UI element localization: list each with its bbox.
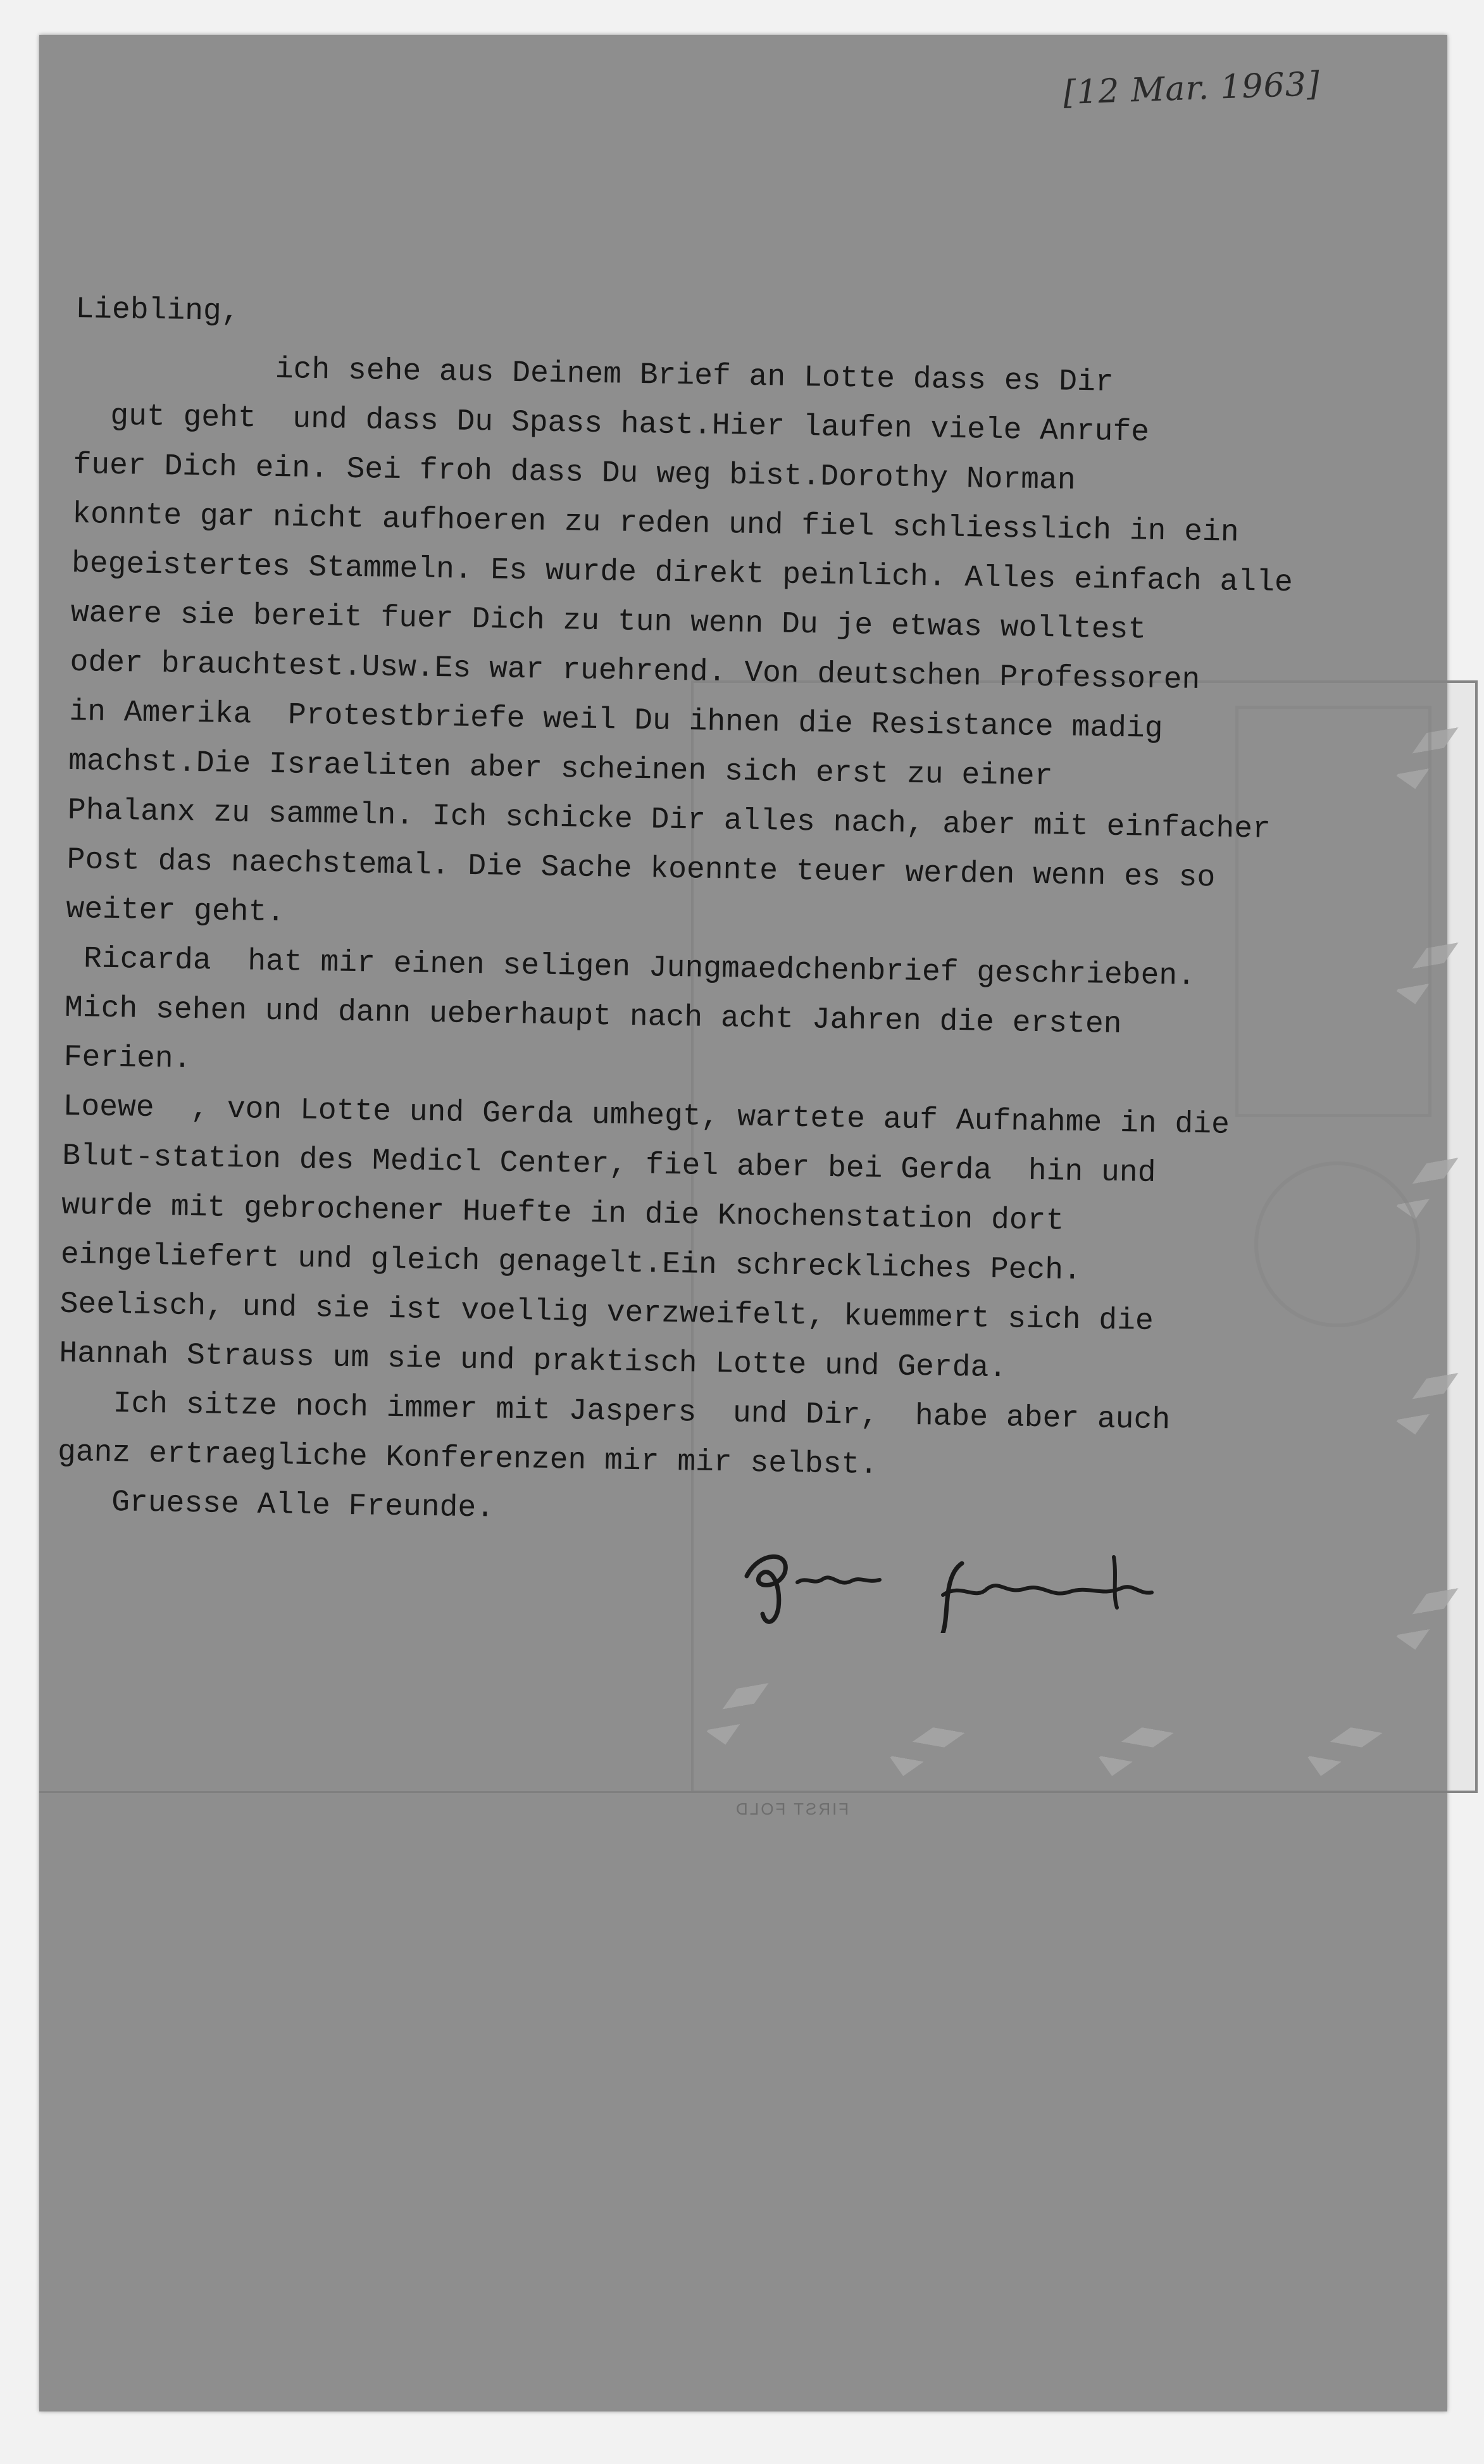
text-line: wurde mit gebrochener Huefte in die Knochenstation dort — [61, 1188, 1064, 1239]
text-line: konnte gar nicht aufhoeren zu reden und fiel schliesslich in ein — [72, 497, 1239, 550]
text-line: waere sie bereit fuer Dich zu tun wenn Du je etwas wolltest — [70, 596, 1147, 647]
text-line: ich sehe aus Deinem Brief an Lotte dass es Dir — [74, 349, 1114, 400]
text-line: Post das naechstemal. Die Sache koennte teuer werden wenn es so — [66, 842, 1216, 896]
text-line: fuer Dich ein. Sei froh dass Du weg bist.Dorothy Norman — [73, 447, 1076, 498]
text-line: Hannah Strauss um sie und praktisch Lotte und Gerda. — [59, 1336, 1007, 1386]
text-line: Ich sitze noch immer mit Jaspers und Dir, habe aber auch — [58, 1385, 1171, 1438]
airmail-stripe — [1397, 1575, 1459, 1650]
text-line: machst.Die Israeliten aber scheinen sich erst zu einer — [68, 744, 1053, 794]
airmail-stripe — [707, 1670, 769, 1745]
airmail-stripe — [1099, 1714, 1175, 1776]
text-line: oder brauchtest.Usw.Es war ruehrend. Von deutschen Professoren — [70, 645, 1200, 697]
envelope-print-text: FIRST FOLD — [734, 1799, 849, 1818]
text-line: Seelisch, und sie ist voellig verzweifelt, kuemmert sich die — [59, 1287, 1154, 1339]
airmail-stripe — [890, 1714, 966, 1776]
text-line: Ferien. — [63, 1040, 192, 1077]
text-line: Mich sehen und dann ueberhaupt nach acht Jahren die ersten — [64, 991, 1122, 1042]
airmail-stripe — [1308, 1714, 1383, 1776]
text-line: ganz ertraegliche Konferenzen mir mir selbst. — [57, 1435, 878, 1483]
text-line: eingeliefert und gleich genagelt.Ein schreckliches Pech. — [60, 1237, 1082, 1289]
letter-body — [56, 285, 1437, 1548]
fold-line — [39, 1791, 1447, 1793]
text-line: Loewe , von Lotte und Gerda umhegt, wartete auf Aufnahme in die — [63, 1089, 1230, 1142]
text-line: weiter geht. — [66, 892, 285, 930]
text-line: gut geht und dass Du Spass hast.Hier laufen viele Anrufe — [73, 398, 1150, 450]
text-line: begeistertes Stammeln. Es wurde direkt peinlich. Alles einfach alle — [71, 546, 1294, 601]
text-line: Phalanx zu sammeln. Ich schicke Dir alles nach, aber mit einfacher — [67, 793, 1271, 847]
date-annotation: [12 Mar. 1963] — [1063, 65, 1321, 113]
salutation: Liebling, — [75, 292, 240, 330]
handwritten-signature — [734, 1538, 1202, 1633]
text-line: in Amerika Protestbriefe weil Du ihnen die Resistance madig — [68, 694, 1163, 747]
text-line: Ricarda hat mir einen seligen Jungmaedchenbrief geschrieben. — [65, 941, 1196, 994]
text-line: Blut-station des Medicl Center, fiel aber bei Gerda hin und — [61, 1139, 1156, 1191]
text-line: Gruesse Alle Freunde. — [56, 1484, 495, 1526]
